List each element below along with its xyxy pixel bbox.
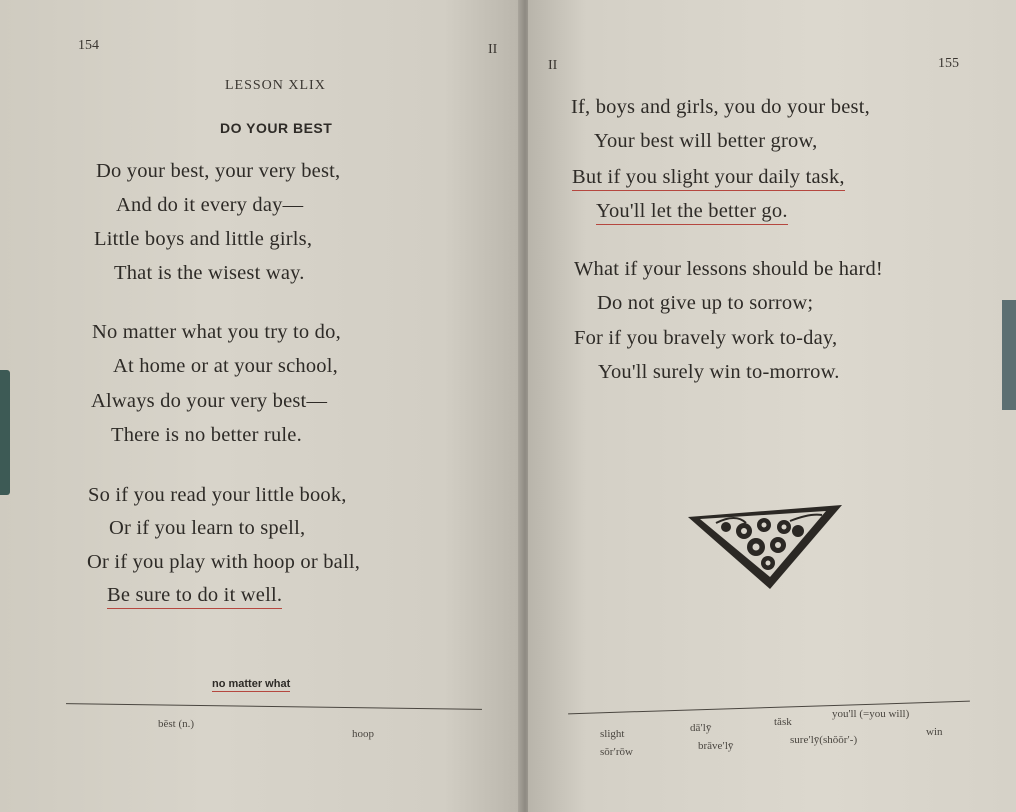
right-page-number: 155 xyxy=(938,56,959,71)
poem-line: Little boys and little girls, xyxy=(94,228,313,250)
poem-line: So if you read your little book, xyxy=(88,484,347,506)
left-section-mark: II xyxy=(488,42,498,57)
poem-line-underlined: Be sure to do it well. xyxy=(107,584,282,609)
vocab-word: win xyxy=(926,726,943,738)
poem-title: DO YOUR BEST xyxy=(220,120,333,136)
right-page xyxy=(528,0,1016,812)
poem-line: Always do your very best— xyxy=(91,390,328,412)
vocab-word: you'll (=you will) xyxy=(832,708,910,720)
vocab-word: brāveʹlȳ xyxy=(698,740,734,752)
poem-line-underlined: But if you slight your daily task, xyxy=(572,166,845,191)
page-edge-tab xyxy=(0,370,10,495)
poem-line: No matter what you try to do, xyxy=(92,321,341,343)
vocab-word: hoop xyxy=(352,728,374,740)
poem-line: If, boys and girls, you do your best, xyxy=(571,96,870,118)
poem-line: That is the wisest way. xyxy=(114,262,305,284)
page-edge-tab xyxy=(1002,300,1016,410)
poem-line: At home or at your school, xyxy=(113,355,338,377)
poem-line: Do not give up to sorrow; xyxy=(597,292,814,314)
poem-line: For if you bravely work to-day, xyxy=(574,327,838,349)
poem-line: There is no better rule. xyxy=(111,424,302,446)
poem-line: Do your best, your very best, xyxy=(96,160,341,182)
poem-line: What if your lessons should be hard! xyxy=(574,258,883,280)
poem-line: Your best will better grow, xyxy=(594,130,818,152)
vocab-word: tăsk xyxy=(774,716,792,728)
poem-line: Or if you learn to spell, xyxy=(109,517,306,539)
poem-line-underlined: You'll let the better go. xyxy=(596,200,788,225)
footer-rule xyxy=(568,701,970,715)
vocab-word: slight xyxy=(600,728,625,740)
phrase-note: no matter what xyxy=(212,678,291,690)
poem-line: Or if you play with hoop or ball, xyxy=(87,551,361,573)
vocab-word: sureʹlȳ(shŏŏrʹ-) xyxy=(790,734,858,746)
vocab-word: sŏrʹrōw xyxy=(600,746,633,758)
footer-rule xyxy=(66,703,482,710)
right-section-mark: II xyxy=(548,58,558,73)
poem-line: And do it every day— xyxy=(116,194,304,216)
floral-ornament-icon xyxy=(686,503,844,593)
vocab-word: bĕst (n.) xyxy=(158,718,195,730)
left-page-number: 154 xyxy=(78,38,99,53)
poem-line: You'll surely win to-morrow. xyxy=(598,361,840,383)
lesson-heading: LESSON XLIX xyxy=(225,78,326,93)
vocab-word: dāʹlȳ xyxy=(690,722,712,734)
